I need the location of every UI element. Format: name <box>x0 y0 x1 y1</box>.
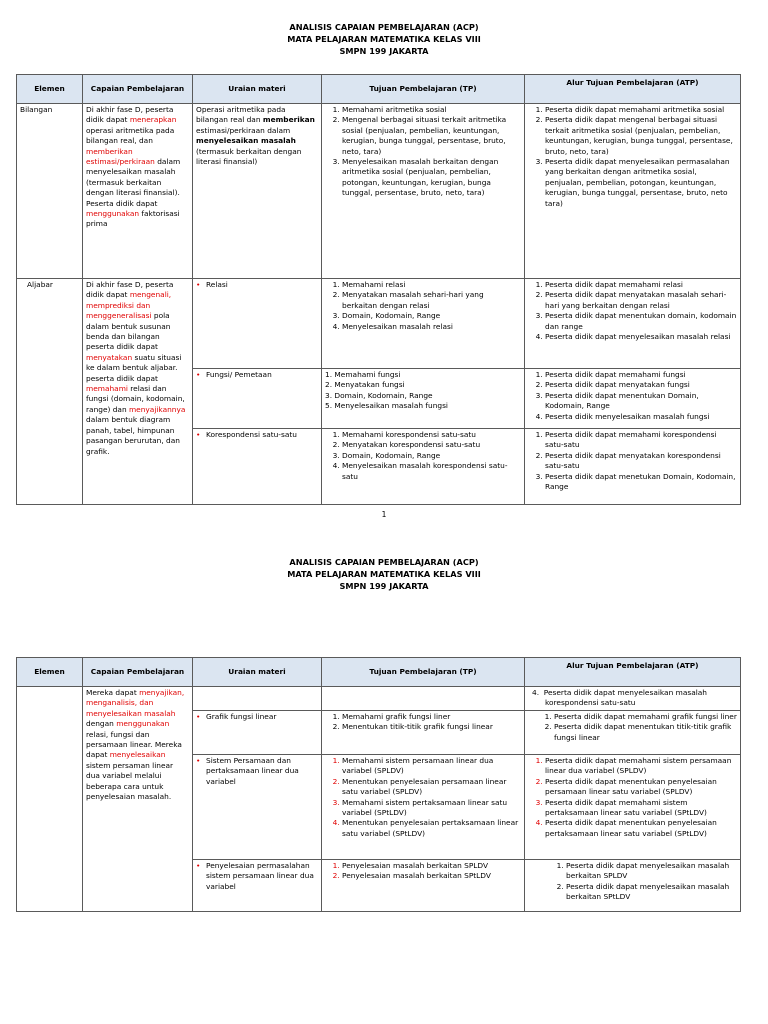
header-atp: Alur Tujuan Pembelajaran (ATP) <box>525 75 741 104</box>
list-item: 1. Memahami aritmetika sosial <box>342 105 521 115</box>
list-item: 3. Domain, Kodomain, Range <box>342 311 521 321</box>
title-line-3: SMPN 199 JAKARTA <box>339 46 429 56</box>
list-item: 1. Peserta didik dapat memahami fungsi <box>545 370 737 380</box>
list-text: Domain, Kodomain, Range <box>334 390 433 400</box>
atp-cell <box>525 279 741 369</box>
cp-keyword: memberikan estimasi/perkiraan <box>86 146 155 167</box>
header-elemen: Elemen <box>17 75 83 104</box>
elemen-cell <box>17 687 83 912</box>
page-2 <box>0 548 768 1024</box>
cp-cell <box>83 279 193 505</box>
list-item: 2. Peserta didik dapat mengenal berbagai situasi terkait aritmetika sosial (penjualan, pembelian, keuntungan, kerugian, bunga tunggal, persentase, bruto, neto, tara) <box>545 115 737 157</box>
uraian-cell <box>193 755 322 860</box>
header-tp: Tujuan Pembelajaran (TP) <box>322 75 525 104</box>
cp-keyword: mengenali, memprediksi dan menggeneralisasi <box>86 290 172 321</box>
uraian-cell <box>193 279 322 369</box>
list-item: 4. Peserta didik dapat menyelesaikan masalah relasi <box>545 332 737 342</box>
cp-keyword: menggunakan <box>116 719 170 729</box>
uraian-bold: menyelesaikan masalah <box>196 136 296 146</box>
acp-table-page-1 <box>16 74 741 505</box>
title-line-2: MATA PELAJARAN MATEMATIKA KELAS VIII <box>287 569 481 579</box>
header-uraian: Uraian materi <box>193 75 322 104</box>
cp-text: dengan <box>86 719 117 729</box>
list-item: 3. Memahami sistem pertaksamaan linear satu variabel (SPtLDV) <box>342 798 521 819</box>
header-atp: Alur Tujuan Pembelajaran (ATP) <box>525 658 741 687</box>
list-text: Menyelesaikan masalah fungsi <box>334 401 448 411</box>
page-number: 1 <box>381 510 387 519</box>
uraian-bullet: • Sistem Persamaan dan pertaksamaan linear dua variabel <box>196 756 318 787</box>
tp-cell <box>322 369 525 429</box>
document-title <box>0 556 768 592</box>
atp-list <box>528 712 737 743</box>
list-item: 2. Menyatakan korespondensi satu-satu <box>342 440 521 450</box>
list-item: 4. Peserta didik menyelesaikan masalah fungsi <box>545 412 737 422</box>
list-item: 2. Penyelesaian masalah berkaitan SPtLDV <box>342 871 521 881</box>
atp-list <box>528 430 737 492</box>
uraian-cell <box>193 860 322 912</box>
tp-cell <box>322 687 525 711</box>
table-header-row <box>17 75 741 104</box>
list-item: 3. Peserta didik dapat menyelesaikan permasalahan yang berkaitan dengan aritmetika sosial, penjualan, pembelian, potongan, keuntungan, kerugian, bunga tunggal, persentase, bruto, neto tara) <box>545 157 737 209</box>
list-item: 3. Peserta didik dapat menentukan Domain, Kodomain, Range <box>545 391 737 412</box>
tp-cell <box>322 104 525 279</box>
tp-cell <box>322 279 525 369</box>
cp-keyword: menerapkan <box>129 115 177 125</box>
atp-list <box>528 370 737 422</box>
uraian-cell <box>193 711 322 755</box>
cp-keyword: menggunakan <box>86 209 140 219</box>
title-line-1: ANALISIS CAPAIAN PEMBELAJARAN (ACP) <box>289 22 479 32</box>
list-item: 3. Domain, Kodomain, Range <box>342 451 521 461</box>
list-item <box>325 401 521 411</box>
list-item: 4. Menyelesaikan masalah relasi <box>342 322 521 332</box>
list-item: 2. Mengenal berbagai situasi terkait aritmetika sosial (penjualan, pembelian, keuntungan, kerugian, bunga tunggal, persentase, bruto, neto, tara) <box>342 115 521 157</box>
list-item: 2. Peserta didik dapat menentukan titik-titik grafik fungsi linear <box>554 722 737 743</box>
list-item: 1. Penyelesaian masalah berkaitan SPLDV <box>342 861 521 871</box>
list-item <box>325 370 521 380</box>
atp-cell <box>525 711 741 755</box>
elemen-label: Aljabar <box>27 280 53 289</box>
uraian-bullet: • Relasi <box>196 280 318 290</box>
uraian-bullet: • Penyelesaian permasalahan sistem persamaan linear dua variabel <box>196 861 318 892</box>
list-item: 1. Peserta didik dapat memahami korespondensi satu-satu <box>545 430 737 451</box>
list-item: 2. Peserta didik dapat menyatakan masalah sehari-hari yang berkaitan dengan relasi <box>545 290 737 311</box>
title-line-3: SMPN 199 JAKARTA <box>339 581 429 591</box>
atp-cell <box>525 687 741 711</box>
elemen-cell <box>17 279 83 505</box>
list-item: 4. Menyelesaikan masalah korespondensi satu-satu <box>342 461 521 482</box>
list-text: Memahami fungsi <box>334 370 401 379</box>
cp-text: faktorisasi prima <box>86 209 180 229</box>
atp-list <box>528 105 737 209</box>
list-item: 1. Memahami relasi <box>342 280 521 290</box>
uraian-text: Operasi aritmetika pada bilangan real dan <box>196 105 286 125</box>
list-item: 1. Peserta didik dapat memahami aritmetika sosial <box>545 105 737 115</box>
elemen-cell: Bilangan <box>17 104 83 279</box>
uraian-cell <box>193 104 322 279</box>
atp-cell <box>525 369 741 429</box>
tp-list <box>325 280 521 332</box>
header-capaian: Capaian Pembelajaran <box>83 75 193 104</box>
list-item: 1. Memahami grafik fungsi liner <box>342 712 521 722</box>
list-item: 1. Peserta didik dapat memahami grafik fungsi liner <box>554 712 737 722</box>
title-line-1: ANALISIS CAPAIAN PEMBELAJARAN (ACP) <box>289 557 479 567</box>
list-number: 4. <box>532 688 540 697</box>
uraian-bullet: • Fungsi/ Pemetaan <box>196 370 318 380</box>
tp-cell <box>322 755 525 860</box>
atp-cell <box>525 104 741 279</box>
tp-list <box>325 105 521 199</box>
table-row-bilangan <box>17 104 741 279</box>
cp-text: pola dalam bentuk susunan benda dan bilangan peserta didik dapat <box>86 311 171 352</box>
uraian-bold: memberikan <box>262 115 315 125</box>
uraian-text: (termasuk berkaitan dengan literasi finansial) <box>196 146 302 167</box>
list-item: 2. Peserta didik dapat menentukan penyelesaian persamaan linear satu variabel (SPLDV) <box>545 777 737 798</box>
list-item <box>325 380 521 390</box>
list-text: Menyatakan fungsi <box>334 380 405 390</box>
cp-cell <box>83 687 193 912</box>
list-number: 1. <box>325 370 333 379</box>
atp-cell <box>525 860 741 912</box>
tp-cell <box>322 429 525 505</box>
list-item: 1. Memahami sistem persamaan linear dua variabel (SPLDV) <box>342 756 521 777</box>
uraian-cell <box>193 369 322 429</box>
list-text: Peserta didik dapat menyelesaikan masalah korespondensi satu-satu <box>543 688 707 708</box>
table-row-continuation <box>17 687 741 711</box>
cp-text: dalam menyelesaikan masalah (termasuk berkaitan dengan literasi finansial). Peserta didik dapat <box>86 157 181 208</box>
list-number: 2. <box>325 380 333 390</box>
cp-keyword: menyajikan, menganalisis, dan menyelesaikan masalah <box>86 688 185 718</box>
cp-text: dalam bentuk diagram panah, tabel, himpunan pasangan berurutan, dan grafik. <box>86 415 180 456</box>
uraian-bullet: • Grafik fungsi linear <box>196 712 318 722</box>
cp-cell <box>83 104 193 279</box>
list-item: 4. Peserta didik dapat menentukan penyelesaian pertaksamaan linear satu variabel (SPtLDV) <box>545 818 737 839</box>
cp-text: Di akhir fase D, peserta didik dapat <box>86 280 174 300</box>
list-item: 1. Peserta didik dapat memahami relasi <box>545 280 737 290</box>
cp-keyword: memahami <box>86 384 128 394</box>
tp-list <box>325 712 521 733</box>
list-item <box>325 391 521 401</box>
list-number: 3. <box>325 390 333 400</box>
list-item: 3. Menyelesaikan masalah berkaitan dengan aritmetika sosial (penjualan, pembelian, potongan, keuntungan, kerugian, bunga tunggal, persentase, bruto, neto, tara) <box>342 157 521 199</box>
title-line-2: MATA PELAJARAN MATEMATIKA KELAS VIII <box>287 34 481 44</box>
list-item <box>528 688 737 709</box>
acp-table-page-2 <box>16 657 741 912</box>
table-row-relasi <box>17 279 741 369</box>
list-item: 1. Peserta didik dapat menyelesaikan masalah berkaitan SPLDV <box>566 861 737 882</box>
uraian-bullet: • Korespondensi satu-satu <box>196 430 318 440</box>
list-item: 2. Peserta didik dapat menyatakan korespondensi satu-satu <box>545 451 737 472</box>
list-item: 3. Peserta didik dapat memahami sistem pertaksamaan linear satu variabel (SPtLDV) <box>545 798 737 819</box>
cp-text: sistem persaman linear dua variabel melalui beberapa cara untuk penyelesaian masalah. <box>86 760 174 802</box>
cp-keyword: menyajikannya <box>128 404 186 414</box>
document-title <box>0 21 768 57</box>
header-elemen: Elemen <box>17 658 83 687</box>
list-item: 2. Menyatakan masalah sehari-hari yang berkaitan dengan relasi <box>342 290 521 311</box>
cp-text: relasi, fungsi dan persamaan linear. Mereka dapat <box>86 729 182 760</box>
list-item: 4. Menentukan penyelesaian pertaksamaan linear satu variabel (SPtLDV) <box>342 818 521 839</box>
uraian-cell <box>193 687 322 711</box>
list-item: 1. Peserta didik dapat memahami sistem persamaan linear dua variabel (SPLDV) <box>545 756 737 777</box>
list-item: 3. Peserta didik dapat menetukan Domain, Kodomain, Range <box>545 472 737 493</box>
list-number: 5. <box>325 401 333 411</box>
list-item: 2. Menentukan titik-titik grafik fungsi linear <box>342 722 521 732</box>
list-item: 2. Peserta didik dapat menyatakan fungsi <box>545 380 737 390</box>
atp-list <box>528 756 737 839</box>
cp-text: operasi aritmetika pada bilangan real, dan <box>86 125 175 146</box>
header-capaian: Capaian Pembelajaran <box>83 658 193 687</box>
list-item: 3. Peserta didik dapat menentukan domain, kodomain dan range <box>545 311 737 332</box>
header-tp: Tujuan Pembelajaran (TP) <box>322 658 525 687</box>
cp-keyword: menyelesaikan <box>109 750 166 760</box>
list-item: 2. Menentukan penyelesaian persamaan linear satu variabel (SPLDV) <box>342 777 521 798</box>
list-item: 2. Peserta didik dapat menyelesaikan masalah berkaitan SPtLDV <box>566 882 737 903</box>
tp-list <box>325 756 521 839</box>
cp-text: suatu situasi ke dalam bentuk aljabar. peserta didik dapat <box>86 352 182 383</box>
tp-cell <box>322 711 525 755</box>
uraian-text: estimasi/perkiraan dalam <box>196 125 291 135</box>
cp-text: Di akhir fase D, peserta didik dapat <box>86 105 174 125</box>
cp-text: Mereka dapat <box>86 688 140 697</box>
cp-keyword: menyatakan <box>86 352 133 362</box>
atp-cell <box>525 429 741 505</box>
tp-list <box>325 861 521 882</box>
tp-cell <box>322 860 525 912</box>
list-item: 1. Memahami korespondensi satu-satu <box>342 430 521 440</box>
tp-list <box>325 430 521 482</box>
cp-text: relasi dan fungsi (domain, kodomain, range) dan <box>86 384 185 414</box>
table-header-row <box>17 658 741 687</box>
header-uraian: Uraian materi <box>193 658 322 687</box>
atp-cell <box>525 755 741 860</box>
atp-list <box>528 861 737 903</box>
uraian-cell <box>193 429 322 505</box>
atp-list <box>528 280 737 342</box>
